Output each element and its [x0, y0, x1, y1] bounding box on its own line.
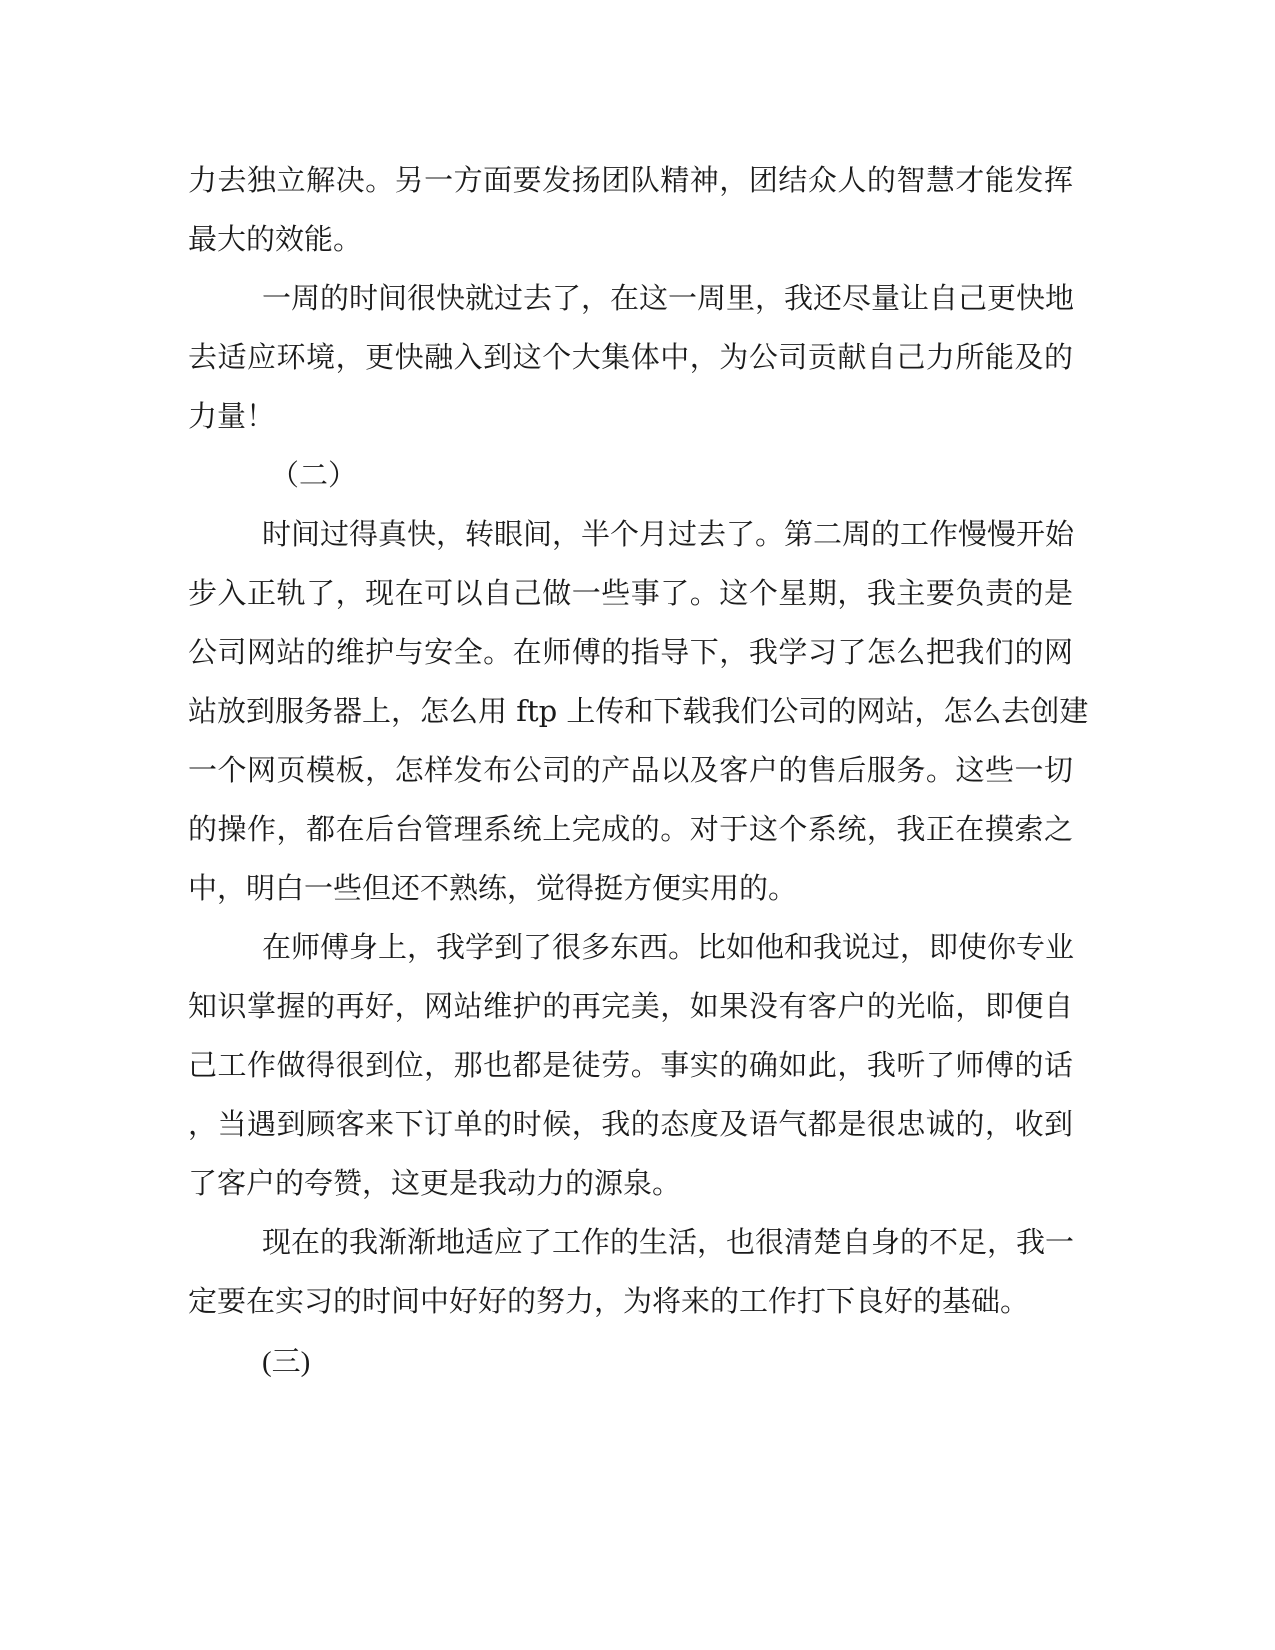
text-line: 在师傅身上，我学到了很多东西。比如他和我说过，即使你专业: [262, 930, 1075, 964]
text-line: ，当遇到顾客来下订单的时候，我的态度及语气都是很忠诚的，收到: [188, 1107, 1073, 1141]
text-line: 站放到服务器上，怎么用 ftp 上传和下载我们公司的网站，怎么去创建: [188, 694, 1089, 728]
text-line: 时间过得真快，转眼间，半个月过去了。第二周的工作慢慢开始: [262, 517, 1075, 551]
section-heading: （二）: [270, 458, 358, 492]
text-line: 定要在实习的时间中好好的努力，为将来的工作打下良好的基础。: [188, 1284, 1030, 1318]
text-line: 己工作做得很到位，那也都是徒劳。事实的确如此，我听了师傅的话: [188, 1048, 1073, 1082]
text-line: 的操作，都在后台管理系统上完成的。对于这个系统，我正在摸索之: [188, 812, 1073, 846]
text-line: 了客户的夸赞，这更是我动力的源泉。: [188, 1166, 682, 1200]
text-line: 步入正轨了，现在可以自己做一些事了。这个星期，我主要负责的是: [188, 576, 1073, 610]
text-line: 知识掌握的再好，网站维护的再完美，如果没有客户的光临，即便自: [188, 989, 1073, 1023]
text-line: 一周的时间很快就过去了，在这一周里，我还尽量让自己更快地: [262, 281, 1075, 315]
text-line: 现在的我渐渐地适应了工作的生活，也很清楚自身的不足，我一: [262, 1225, 1075, 1259]
text-line: 力去独立解决。另一方面要发扬团队精神，团结众人的智慧才能发挥: [188, 163, 1073, 197]
text-line: 去适应环境，更快融入到这个大集体中，为公司贡献自己力所能及的: [188, 340, 1073, 374]
text-line: 公司网站的维护与安全。在师傅的指导下，我学习了怎么把我们的网: [188, 635, 1073, 669]
text-line: 一个网页模板，怎样发布公司的产品以及客户的售后服务。这些一切: [188, 753, 1073, 787]
text-line: 最大的效能。: [188, 222, 363, 256]
text-line: 中，明白一些但还不熟练，觉得挺方便实用的。: [188, 871, 798, 905]
text-line: 力量！: [188, 399, 276, 433]
section-heading: (三): [262, 1346, 311, 1378]
